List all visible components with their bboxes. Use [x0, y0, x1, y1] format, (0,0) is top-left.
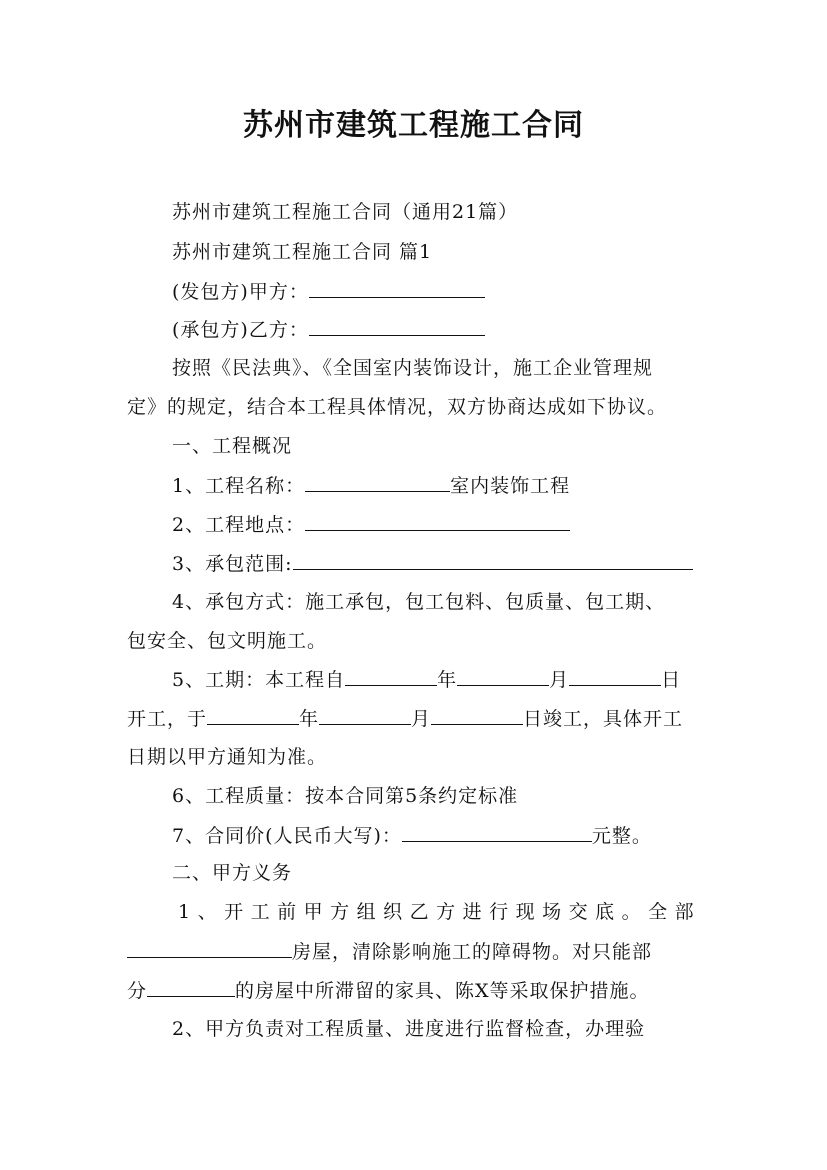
end-day-blank [431, 706, 523, 725]
project-name-blank [305, 473, 450, 492]
subtitle-line: 苏州市建筑工程施工合同（通用21篇） [172, 201, 519, 223]
contract-price-blank [402, 823, 592, 842]
party-b-blank [309, 317, 485, 336]
quality-line: 6、工程质量：按本合同第5条约定标准 [172, 785, 519, 807]
day-label: 日 [661, 669, 682, 691]
end-month-blank [319, 706, 411, 725]
paragraph-line: 定》的规定，结合本工程具体情况，双方协商达成如下协议。 [127, 396, 668, 418]
month-label: 月 [411, 708, 432, 730]
party-a-line [172, 279, 485, 304]
paragraph-line: 1、开工前甲方组织乙方进行现场交底。全部 [178, 901, 702, 923]
year-label: 年 [299, 708, 320, 730]
contract-scope-line [172, 551, 693, 576]
section-heading-party-a-duties: 二、甲方义务 [172, 862, 293, 884]
project-name-suffix: 室内装饰工程 [450, 475, 571, 497]
paragraph-text: 房屋，清除影响施工的障碍物。对只能部 [292, 941, 653, 963]
paragraph-text: 分 [127, 980, 148, 1002]
party-a-blank [309, 279, 485, 298]
paragraph-text: 的房屋中所滞留的家具、陈X等采取保护措施。 [235, 980, 650, 1002]
party-a-label: (发包方)甲方： [172, 281, 309, 303]
paragraph-line: 包安全、包文明施工。 [127, 630, 328, 652]
partial-premises-blank [147, 978, 235, 997]
contract-price-suffix: 元整。 [591, 825, 652, 847]
schedule-label: 5、工期：本工程自 [172, 669, 346, 691]
paragraph-line: 2、甲方负责对工程质量、进度进行监督检查，办理验 [172, 1018, 646, 1040]
party-b-label: (承包方)乙方： [172, 319, 309, 341]
paragraph-line [127, 978, 650, 1003]
start-month-blank [457, 667, 549, 686]
paragraph-line: 日期以甲方通知为准。 [127, 746, 328, 768]
contract-scope-blank [293, 551, 693, 570]
schedule-end-line [127, 706, 683, 731]
paragraph-line: 4、承包方式：施工承包，包工包料、包质量、包工期、 [172, 591, 666, 613]
paragraph-line: 按照《民法典》、《全国室内装饰设计，施工企业管理规 [172, 357, 654, 379]
contract-scope-label: 3、承包范围: [172, 553, 293, 575]
contract-price-label: 7、合同价(人民币大写)： [172, 825, 402, 847]
schedule-start-line [172, 667, 681, 692]
contract-price-line [172, 823, 652, 848]
section-heading-1: 苏州市建筑工程施工合同 篇1 [172, 241, 433, 263]
paragraph-line [127, 939, 652, 964]
document-title: 苏州市建筑工程施工合同 [243, 108, 584, 143]
project-location-label: 2、工程地点： [172, 514, 306, 536]
project-location-line [172, 512, 570, 537]
premises-blank [127, 939, 292, 958]
project-name-line [172, 473, 570, 498]
year-label: 年 [437, 669, 458, 691]
start-year-blank [345, 667, 437, 686]
month-label: 月 [549, 669, 570, 691]
start-day-blank [569, 667, 661, 686]
party-b-line [172, 317, 485, 342]
project-location-blank [305, 512, 570, 531]
completion-label: 日竣工，具体开工 [523, 708, 684, 730]
section-heading-overview: 一、工程概况 [172, 435, 293, 457]
project-name-label: 1、工程名称： [172, 475, 306, 497]
start-label: 开工，于 [127, 708, 208, 730]
end-year-blank [207, 706, 299, 725]
